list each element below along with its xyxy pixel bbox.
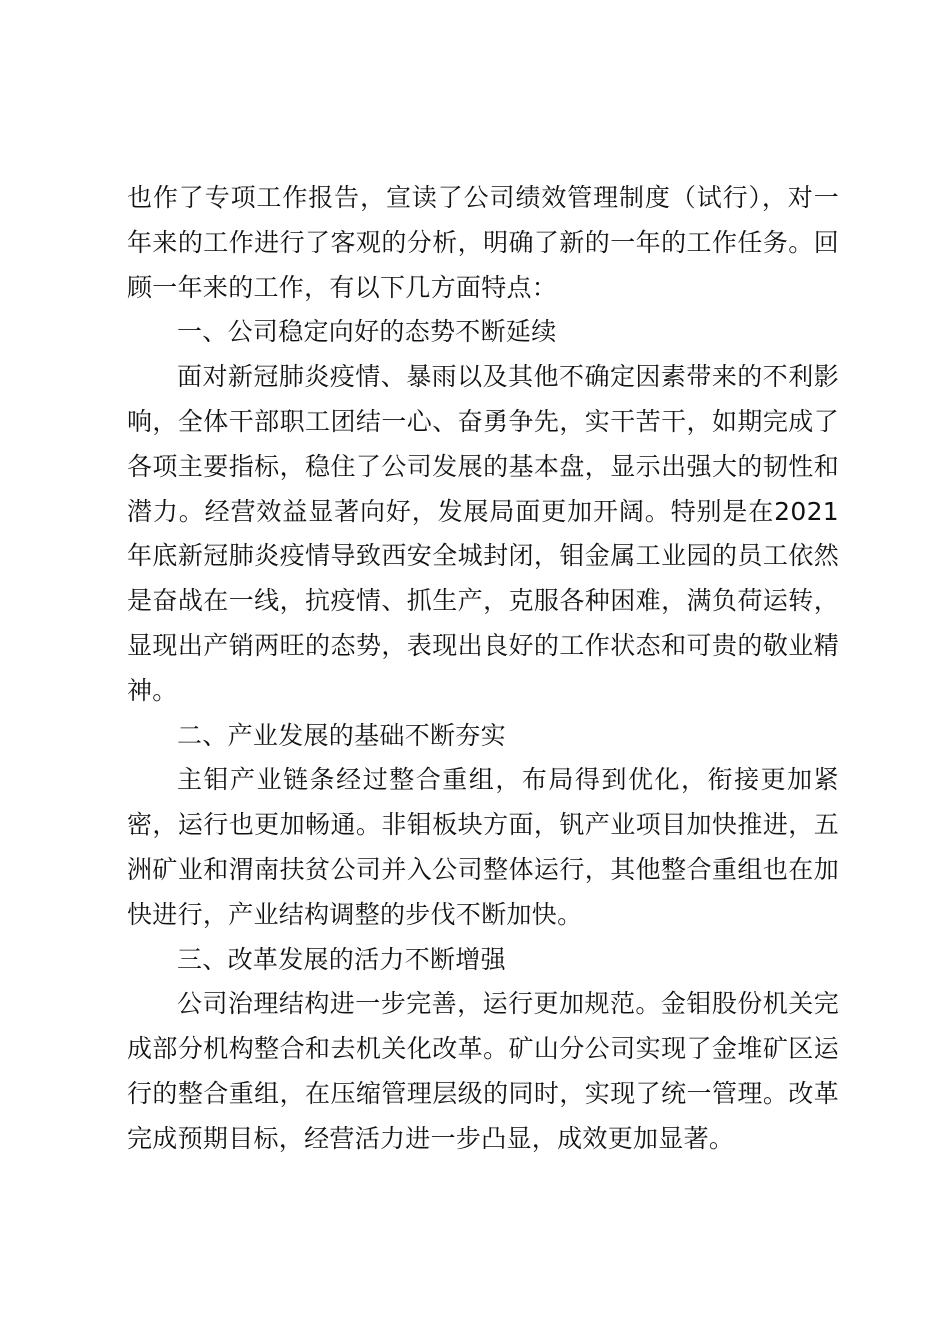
paragraph-section-3: 公司治理结构进一步完善，运行更加规范。金钼股份机关完成部分机构整合和去机关化改革。矿山分公司实现了金堆矿区运行的整合重组，在压缩管理层级的同时，实现了统一管理。改革完成预期目标，经营活力进一步凸显，成效更加显著。 — [127, 989, 839, 1153]
paragraph-intro-continuation: 也作了专项工作报告，宣读了公司绩效管理制度（试行），对一年来的工作进行了客观的分析，明确了新的一年的工作任务。回顾一年来的工作，有以下几方面特点： — [127, 183, 839, 302]
paragraph-section-1: 面对新冠肺炎疫情、暴雨以及其他不确定因素带来的不利影响，全体干部职工团结一心、奋勇争先，实干苦干，如期完成了各项主要指标，稳住了公司发展的基本盘，显示出强大的韧性和潜力。经营效益显著向好，发展局面更加开阔。特别是在2021年底新冠肺炎疫情导致西安全城封闭，钼金属工业园的员工依然是奋战在一线，抗疫情、抓生产，克服各种困难，满负荷运转，显现出产销两旺的态势，表现出良好的工作状态和可贵的敬业精神。 — [127, 362, 839, 705]
section-heading-1: 一、公司稳定向好的态势不断延续 — [177, 317, 557, 347]
document-body — [127, 176, 839, 1162]
section-heading-2: 二、产业发展的基础不断夯实 — [177, 720, 506, 750]
section-heading-3: 三、改革发展的活力不断增强 — [177, 944, 506, 974]
paragraph-section-2: 主钼产业链条经过整合重组，布局得到优化，衔接更加紧密，运行也更加畅通。非钼板块方面，钒产业项目加快推进，五洲矿业和渭南扶贫公司并入公司整体运行，其他整合重组也在加快进行，产业结构调整的步伐不断加快。 — [127, 765, 839, 929]
